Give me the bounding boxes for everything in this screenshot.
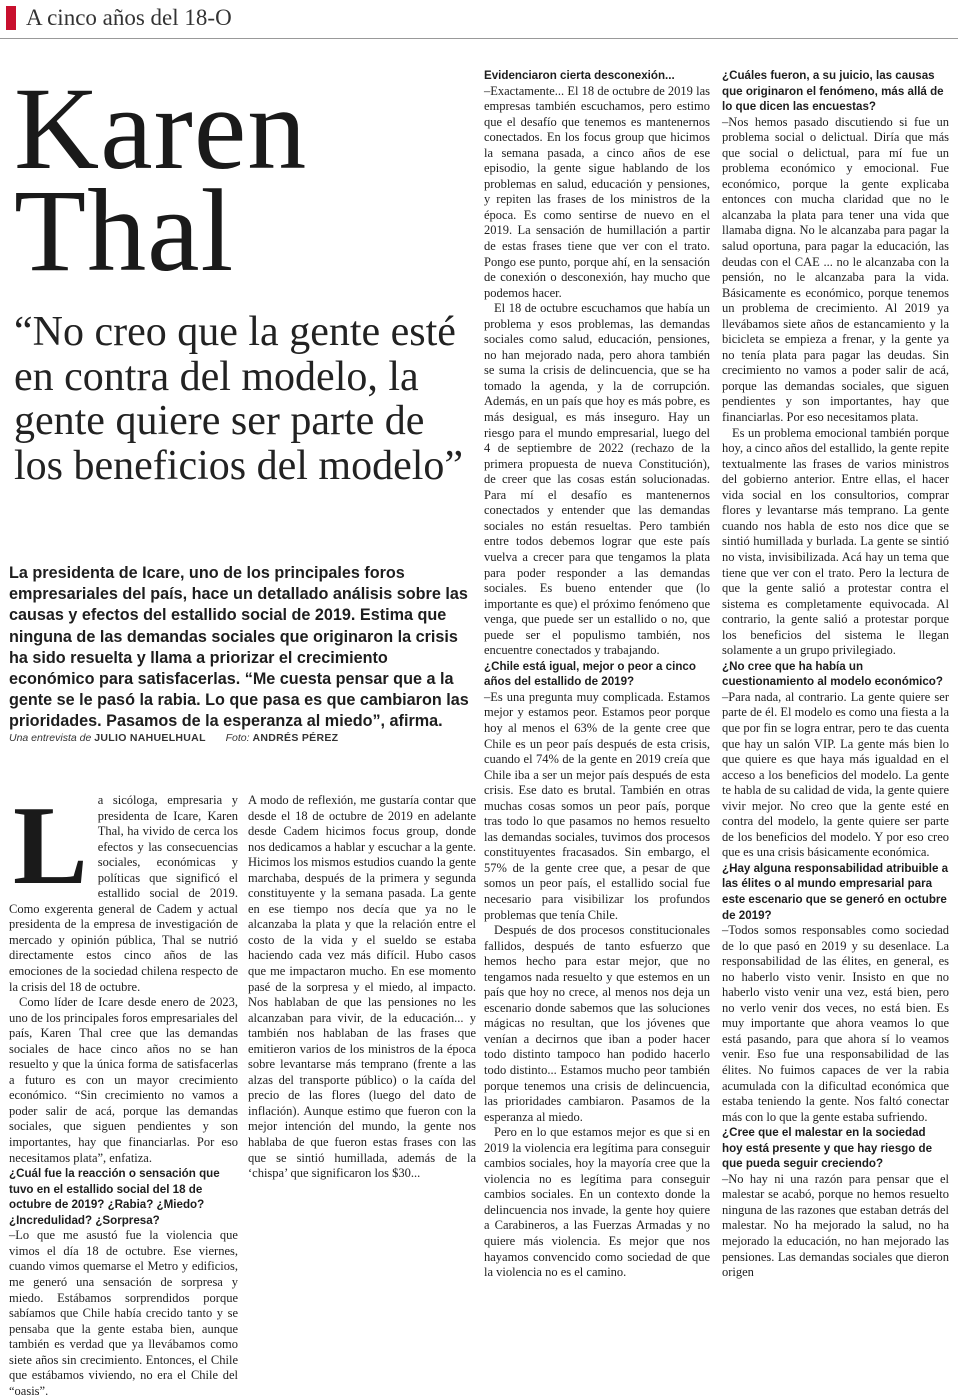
- interview-question: ¿No cree que ha había un cuestionamiento al modelo económico?: [722, 659, 943, 689]
- body-paragraph: a sicóloga, empresaria y presidenta de Icare, Karen Thal, ha vivido de cerca los efectos y las consecuencias sociales, económicas y políticas que significó el estallido social de 2019. Como exgerenta general de Cadem y actual presidenta de la empresa de investigación de mercado y opinión pública, Thal se nutrió directamente estos cinco años de las emociones de la sociedad chilena respecto de la crisis del 18 de octubre.: [9, 793, 238, 994]
- article-column-3: [484, 68, 710, 1280]
- interview-answer: –Para nada, al contrario. La gente quiere ser parte de él. El modelo es como una fiesta a la que por fin se logra entrar, pero te das cuenta que hay un salón VIP. La gente más bien lo que quiere es que haya más igualdad en el acceso a los beneficios del modelo. La gente te habla de su calidad de vida, la gente quiere vivir mejor. No creo que la gente esté en contra del modelo, la gente quiere ser parte de los beneficios del modelo. Y por eso creo que es una crisis básicamente económica.: [722, 689, 949, 860]
- interview-answer: –No hay ni una razón para pensar que el malestar se acabó, porque no hemos resuelto ninguna de las razones que estaban detrás del malestar. No ha mejorado la salud, no ha mejorado la educación, no han mejorado las pensiones. Las demandas sociales que dieron origen: [722, 1171, 949, 1280]
- section-marker: [6, 6, 16, 30]
- drop-cap: L: [13, 784, 88, 908]
- section-kicker: A cinco años del 18-O: [26, 5, 232, 30]
- author-name: JULIO NAHUELHUAL: [94, 732, 206, 744]
- article-column-2: [248, 793, 476, 1233]
- byline: [9, 731, 469, 745]
- interview-answer: –Es una pregunta muy complicada. Estamos mejor y estamos peor. Estamos peor porque hoy al menos el 63% de la gente cree que Chile es un peor país después de esta crisis, cuando el 74% de la gente en 2019 creía que Chile iba a ser un mejor país después de esta crisis. Ese dato es brutal. También en otras muchas cosas somos un peor país, porque tras todo lo que pasamos no hemos resuelto las demandas sociales, tuvimos dos procesos constituyentes fracasados. Sin embargo, el 57% de la gente cree que, a pesar de que somos un peor país, el estallido social fue necesario para visibilizar los profundos problemas que tenía Chile.: [484, 689, 710, 922]
- body-paragraph: El 18 de octubre escuchamos que había un problema y esos problemas, las demandas sociales como salud, educación, pensiones, no han mejorado nada, pero ahora también se suma la crisis de delincuencia, que se ha tomado la agenda, y la de corrupción. Además, en un país que hoy es más pobre, es más desigual, es más inseguro. Hay un riesgo para el mundo empresarial, luego del 4 de septiembre de 2022 (rechazo de la primera propuesta de nueva Constitución), de creer que las cosas están solucionadas. Para mí el desafío es mantenernos conectados y entender que las demandas sociales no están resueltas. Pero también entre todos debemos lograr que este país vuelva a crecer para que tengamos la plata para poder responder a las demandas sociales. Es bueno entender que (lo importante es que) el próximo fenómeno que venga, que puede ser un estallido o no, que puede ser el populismo también, nos encuentre conectados y trabajando.: [484, 301, 710, 658]
- article-column-1: [9, 784, 238, 1398]
- interview-question: ¿Cuál fue la reacción o sensación que tuvo en el estallido social del 18 de octubre de 2019? ¿Rabia? ¿Miedo? ¿Incredulidad? ¿Sorpresa?: [9, 1167, 220, 1227]
- body-paragraph: A modo de reflexión, me gustaría contar que desde el 18 de octubre de 2019 en adelante desde Cadem hicimos focus group, donde nos dedicamos a hablar y escuchar a la gente. Hicimos los mismos estudios cuando la gente marchaba, después de la primera y segunda constituyente y la semana pasada. La gente en ese tiempo nos decía que ya no le alcanzaba la plata y que la relación entre el costo de la vida y el sueldo se estaba haciendo cada vez más difícil. Hubo casos que me impactaron mucho. En ese momento pasé de la sorpresa y el miedo, al impacto. Nos hablaban de que las pensiones no les alcanzaban para vivir, de la educación... y también nos hablaban de las frases que emitieron varios de los ministros de la época sobre levantarse más temprano (frente a las alzas del transporte público) o la caída del precio de las flores (luego del dato de inflación). Aunque estimo que fueron con la mejor intención del mundo, la gente nos hablaba de que fueron estas frases con las que se sintió humillada, además de la ‘chispa’ que significaron los $30...: [248, 793, 476, 1181]
- interview-answer: –Todos somos responsables como sociedad de lo que pasó en 2019 y su desenlace. La responsabilidad de las élites, en general, es no haberlo visto venir. Insisto en que no haberlo visto venir una vez, está bien, pero no verlo venir dos veces, no está bien. Es muy importante que ahora veamos lo que está pasando, para que ahora sí lo veamos venir. Eso fue una responsabilidad de las élites. No fuimos capaces de ver la rabia acumulada con la dificultad económica que estaba teniendo la gente. Nos faltó conectar más con lo que la gente estaba sufriendo.: [722, 923, 949, 1124]
- header-divider: [0, 38, 958, 39]
- body-paragraph: Es un problema emocional también porque hoy, a cinco años del estallido, la gente repite textualmente las frases de varios ministros del gobierno anterior. Entre ellas, el hacer vida social en los consultorios, comprar flores y levantarse más temprano. La gente cuando nos habla de esto nos dice que se sintió humillada y burlada. La gente se sintió no vista, invisibilizada. Acá hay un tema que tiene que ver con el trato. Pero la lectura de que la gente salió a protestar contra el sistema es completamente equivocada. Al contrario, la gente salió a protestar porque los beneficios del sistema le llegan solamente a un grupo privilegiado.: [722, 425, 949, 658]
- interview-answer: –Lo que me asustó fue la violencia que vimos el día 18 de octubre. Ese viernes, cuando vimos quemarse el Metro y edificios, me generó una sensación de sorpresa y miedo. Estábamos sorprendidos porque sabíamos que Chile había crecido tanto y se pensaba que la gente estaba bien, aunque también es verdad que ya llevábamos como siete años sin crecimiento. Entonces, el Chile que estábamos viviendo, no era el Chile del “oasis”.: [9, 1228, 238, 1398]
- photographer-name: ANDRÉS PÉREZ: [252, 732, 339, 744]
- body-paragraph: Pero en lo que estamos mejor es que si en 2019 la violencia era legítima para conseguir cambios sociales, hoy la mayoría cree que la violencia no es legítima para conseguir cambios sociales. En un contexto donde la delincuencia nos invade, la gente hoy quiere a Carabineros, a las Fuerzas Armadas y no quiere más violencia. Es mejor que nos hayamos convencido como sociedad de que la violencia no es el camino.: [484, 1125, 710, 1280]
- interview-answer: –Nos hemos pasado discutiendo si fue un problema social o delictual. Diría que más que social o delictual, para mí fue un problema económico y emocional. Fue económico, porque la gente explicaba entonces con mucha claridad que no le alcanzaba la plata para tener una vida que llamaba digna. No le alcanzaba para pagar la salud oportuna, para pagar la educación, las deudas con el CAE ... no le alcanzaba con la pensión, no le alcanzaba para la vida. Básicamente es económico, porque tenemos un problema de crecimiento. Al 2019 ya llevábamos siete años de estancamiento y la bicicleta se empieza a frenar, y la gente ya no tenía plata para pagar las deudas. Sin crecimiento no vamos a poder salir de acá, porque las demandas sociales, que siguen pendientes y son importantes, hay que financiarlas. Por eso necesitamos plata.: [722, 114, 949, 425]
- headline-name-last: Thal: [14, 165, 235, 296]
- interview-question: ¿Chile está igual, mejor o peor a cinco años del estallido de 2019?: [484, 659, 696, 689]
- interview-answer: –Exactamente... El 18 de octubre de 2019 las empresas también escuchamos, pero estimo que el desafío que tenemos es mantenernos conectados. En los focus group que hicimos la semana pasada, a cinco años de ese episodio, la gente sigue hablando de los problemas en salud, educación y pensiones, y repiten las frases de los ministros de la época. Es como sentirse de nuevo en el 2019. La sensación de humillación a partir de estas frases tiene que ver con el trato. Pongo ese punto, porque ahí, en la sensación de conexión o desconexión, hay mucho que podemos hacer.: [484, 83, 710, 300]
- headline-quote: “No creo que la gente esté en contra del modelo, la gente quiere ser parte de los beneficios del modelo”: [14, 309, 464, 489]
- interview-question: ¿Hay alguna responsabilidad atribuible a las élites o al mundo empresarial para este escenario que se generó en octubre de 2019?: [722, 861, 949, 922]
- article-column-4: [722, 68, 949, 1280]
- interview-question: ¿Cree que el malestar en la sociedad hoy está presente y que hay riesgo de que pueda seguir creciendo?: [722, 1126, 933, 1171]
- interview-label: Una entrevista de: [9, 732, 92, 744]
- interview-question: ¿Cuáles fueron, a su juicio, las causas que originaron el fenómeno, más allá de lo que dicen las encuestas?: [722, 69, 944, 114]
- photo-label: Foto:: [225, 732, 250, 744]
- body-paragraph: Como líder de Icare desde enero de 2023, uno de los principales foros empresariales del país, Karen Thal cree que las demandas sociales de hace cinco años no se han resuelto y que la única forma de satisfacerlas a futuro es con un mayor crecimiento económico. “Sin crecimiento no vamos a poder salir de acá, porque las demandas sociales, que siguen pendientes y son importantes, hay que financiarlas. Por eso necesitamos plata”, enfatiza.: [9, 995, 238, 1165]
- lead-paragraph: La presidenta de Icare, uno de los principales foros empresariales del país, hace un detallado análisis sobre las causas y efectos del estallido social de 2019. Estima que ninguna de las demandas sociales que originaron la crisis ha sido resuelta y llama a priorizar el crecimiento económico para satisfacerlas. “Me cuesta pensar que a la gente se le pasó la rabia. Lo que pasa es que cambiaron las prioridades. Pasamos de la esperanza al miedo”, afirma.: [9, 564, 469, 731]
- body-paragraph: Después de dos procesos constitucionales fallidos, después de tanto esfuerzo que hemos hecho para estar mejor, que no tengamos nada resuelto y que estemos en un país que hoy no crece, al menos nos deja un escenario donde sabemos que las soluciones mágicas no resultan, que los jóvenes que venían a decirnos que iban a poder hacer todo distinto tampoco han podido hacerlo todo distinto... Estamos mucho peor también porque tenemos una crisis de delincuencia, las prioridades cambiaron. Pasamos de la esperanza al miedo.: [484, 923, 710, 1124]
- headline-name-first: Karen: [14, 63, 308, 194]
- interview-question: Evidenciaron cierta desconexión...: [484, 69, 675, 82]
